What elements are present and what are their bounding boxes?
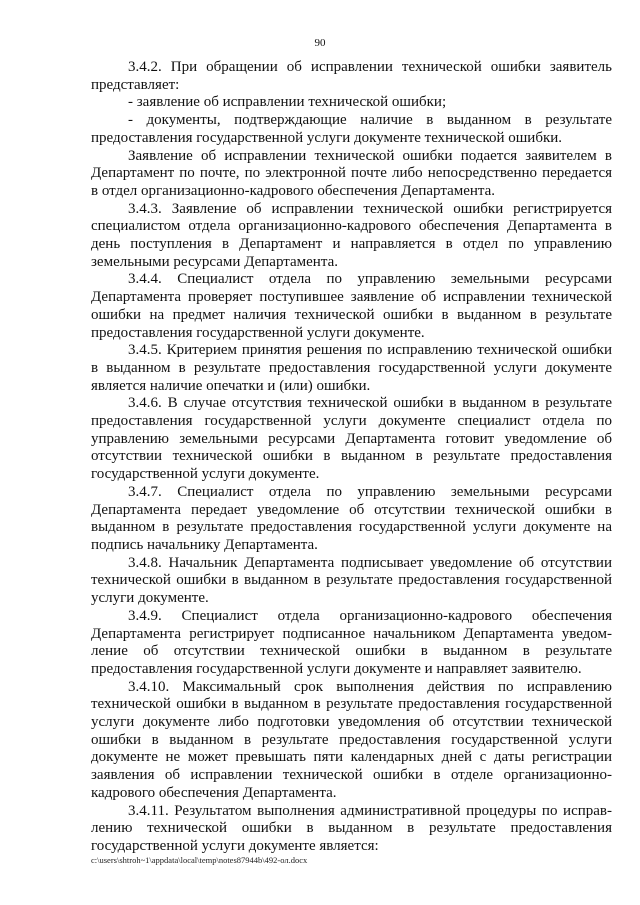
paragraph: 3.4.2. При обращении об исправлении технической ошибки заявитель представляет: xyxy=(91,59,612,93)
paragraph: 3.4.3. Заявление об исправлении технической ошибки регистрируется специалистом отдела организационно-кадрового обеспечения Департамента в день поступления в Департамент и направляется в отдел по управлению земельными ресурсами Департамента. xyxy=(91,200,612,270)
paragraph: 3.4.8. Начальник Департамента подписывает уведомление об отсутствии технической ошибки в выданном в результате предоставления государственной услуги документе. xyxy=(91,554,612,607)
paragraph: - заявление об исправлении технической ошибки; xyxy=(128,94,447,111)
file-path-footer: c:\users\shtroh~1\appdata\local\temp\notes87944b\492-ол.docx xyxy=(91,855,308,865)
paragraph: 3.4.11. Результатом выполнения административной процедуры по исправлению технической ошибки в выданном в результате предоставления государственной услуги документе является: xyxy=(91,802,612,854)
paragraph: - документы, подтверждающие наличие в выданном в результате предоставления государственной услуги документе технической ошибки. xyxy=(91,112,612,146)
paragraph: 3.4.5. Критерием принятия решения по исправлению технической ошибки в выданном в результате предоставления государственной услуги документе является наличие опечатки и (или) ошибки. xyxy=(91,342,612,394)
paragraph: 3.4.4. Специалист отдела по управлению земельными ресурсами Департамента проверяет поступившее заявление об исправлении технической ошибки на предмет наличия технической ошибки в выданном в результате предоставления государственной услуги документе. xyxy=(91,271,612,341)
page-number: 90 xyxy=(314,37,326,49)
paragraph: Заявление об исправлении технической ошибки подается заявителем в Департамент по почте, по электронной почте либо непосредственно передается в отдел организационно-кадрового обеспечения Департамента. xyxy=(91,147,612,199)
paragraph: 3.4.7. Специалист отдела по управлению земельными ресурсами Департамента передает уведомление об отсутствии технической ошибки в выданном в результате предоставления государственной услуги документе на подпись начальнику Департамента. xyxy=(91,483,612,553)
paragraph: 3.4.10. Максимальный срок выполнения действия по исправлению технической ошибки в выданном в результате предоставления государственной услуги документе либо подготовки уведомления об отсутствии технической ошибки в выданном в результате предоставления государственной услуги документе не может превышать пяти календарных дней с даты регистрации заявления об исправлении технической ошибки в отделе организационно-кадрового обеспечения Департамента. xyxy=(91,678,612,801)
paragraph: 3.4.6. В случае отсутствия технической ошибки в выданном в результате предоставления государственной услуги документе специалист отдела по управлению земельными ресурсами Департамента готовит уведомление об отсутствии технической ошибки в выданном в результате предоставления государственной услуги документе. xyxy=(91,395,612,483)
paragraph: 3.4.9. Специалист отдела организационно-кадрового обеспечения Департамента регистрирует подписанное начальником Департамента уведомление об отсутствии технической ошибки в выданном в результате предоставления государственной услуги документе и направляет заявителю. xyxy=(91,607,612,677)
document-body xyxy=(91,59,612,856)
